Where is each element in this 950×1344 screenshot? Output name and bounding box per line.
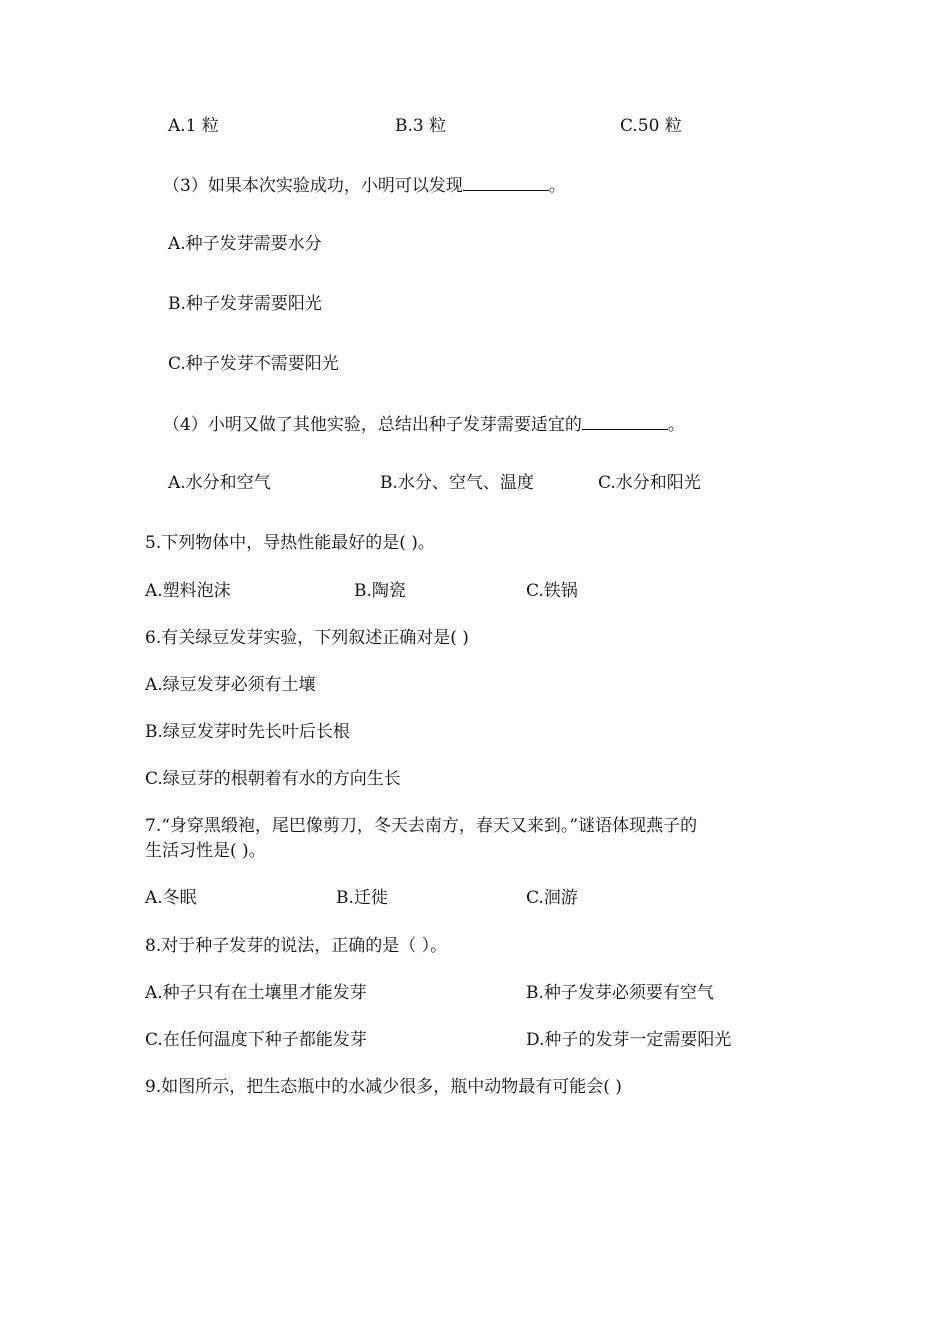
q4-sub2-option-c: C.50 粒 [620, 116, 682, 136]
q5-option-c: C.铁锅 [526, 581, 578, 601]
q8-option-b: B.种子发芽必须要有空气 [526, 983, 714, 1003]
q5-option-b: B.陶瓷 [354, 581, 406, 601]
answer-blank[interactable] [463, 174, 549, 191]
q8-option-d: D.种子的发芽一定需要阳光 [526, 1030, 732, 1050]
q6-option-a: A.绿豆发芽必须有土壤 [145, 675, 316, 695]
q6-stem: 6.有关绿豆发芽实验，下列叙述正确对是( ) [145, 628, 469, 648]
q8-option-c: C.在任何温度下种子都能发芽 [145, 1030, 367, 1050]
q5-stem: 5.下列物体中，导热性能最好的是( )。 [145, 533, 435, 553]
q6-option-c: C.绿豆芽的根朝着有水的方向生长 [145, 769, 401, 789]
q6-option-b: B.绿豆发芽时先长叶后长根 [145, 722, 350, 742]
q4-sub4-option-a: A.水分和空气 [168, 473, 271, 493]
q4-sub3-stem: （3）如果本次实验成功，小明可以发现 。 [163, 176, 566, 196]
q4-sub3-option-b: B.种子发芽需要阳光 [168, 294, 322, 314]
q4-sub4-option-b: B.水分、空气、温度 [380, 473, 534, 493]
q7-option-b: B.迁徙 [336, 888, 388, 908]
q7-stem-line2: 生活习性是( )。 [145, 841, 266, 861]
q4-sub3-option-a: A.种子发芽需要水分 [168, 234, 322, 254]
q4-sub2-option-b: B.3 粒 [395, 116, 447, 136]
q9-stem: 9.如图所示，把生态瓶中的水减少很多，瓶中动物最有可能会( ) [145, 1077, 622, 1097]
q7-option-a: A.冬眠 [145, 888, 197, 908]
q7-stem-line1: 7.“身穿黑缎袍，尾巴像剪刀，冬天去南方，春天又来到。”谜语体现燕子的 [145, 816, 698, 836]
q8-option-a: A.种子只有在土壤里才能发芽 [145, 983, 367, 1003]
q8-stem: 8.对于种子发芽的说法，正确的是（ ）。 [145, 936, 448, 956]
q4-sub4-stem: （4）小明又做了其他实验，总结出种子发芽需要适宜的 。 [163, 415, 685, 435]
q4-sub2-option-a: A.1 粒 [168, 116, 219, 136]
q4-sub3-option-c: C.种子发芽不需要阳光 [168, 354, 339, 374]
q5-option-a: A.塑料泡沫 [145, 581, 231, 601]
q7-option-c: C.洄游 [526, 888, 578, 908]
q4-sub4-option-c: C.水分和阳光 [598, 473, 701, 493]
answer-blank[interactable] [582, 413, 668, 430]
